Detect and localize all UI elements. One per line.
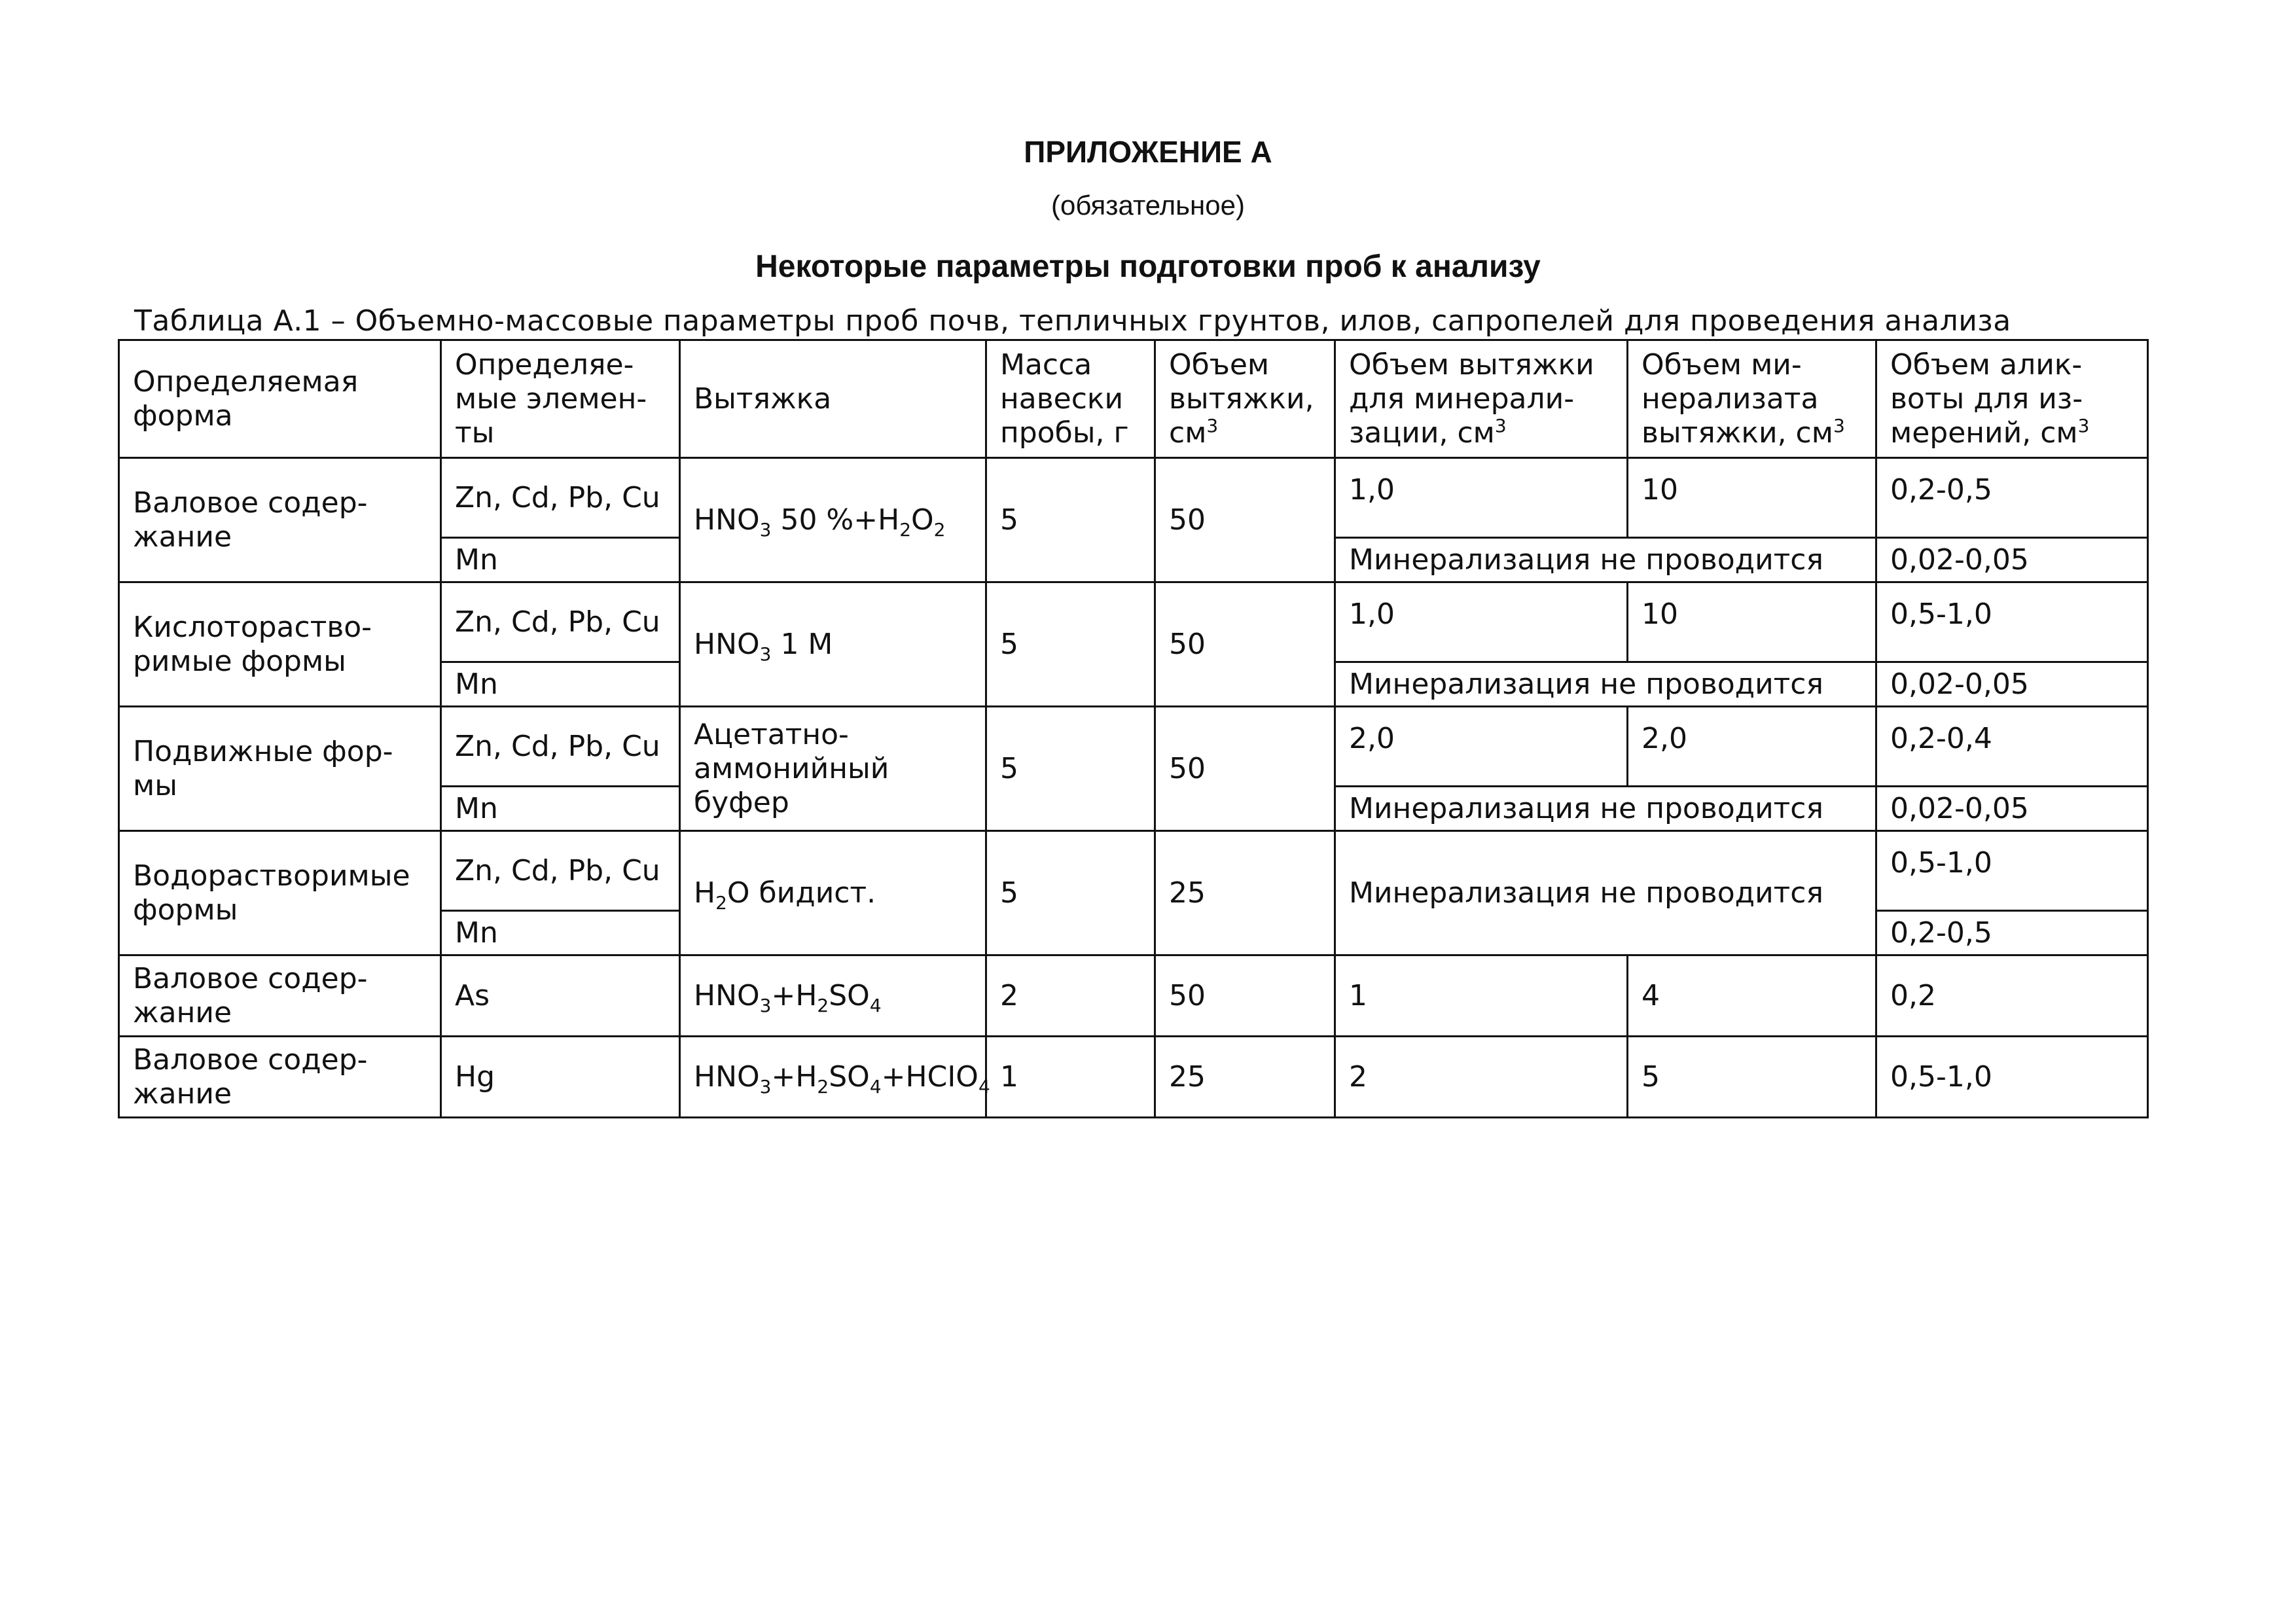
mass-cell: 5 (986, 831, 1155, 955)
header-mineral-volume-sup: 3 (1494, 414, 1507, 437)
extract-cell: Ацетатно-аммонийный буфер (680, 707, 986, 831)
mineralization-note-cell: Минерализация не проводится (1335, 831, 1876, 955)
header-mineral-volume-text: Объем вытяжки для минерали-зации, см (1349, 348, 1594, 450)
header-elements: Определяе-мые элемен-ты (441, 340, 680, 458)
aliquot-cell-mn: 0,02-0,05 (1876, 787, 2148, 831)
aliquot-cell: 0,2 (1876, 955, 2148, 1037)
elements-cell: Zn, Cd, Pb, Cu (441, 707, 680, 787)
formula-subscript: 3 (759, 1075, 772, 1097)
extract-volume-cell: 50 (1155, 582, 1335, 707)
formula-text: H (694, 876, 716, 910)
header-extract: Вытяжка (680, 340, 986, 458)
formula-text: HNO (694, 503, 760, 537)
elements-cell-mn: Mn (441, 911, 680, 955)
aliquot-cell: 0,2-0,4 (1876, 707, 2148, 787)
aliquot-cell-mn: 0,2-0,5 (1876, 911, 2148, 955)
header-extract-volume (1155, 340, 1335, 458)
extract-cell (680, 1037, 990, 1118)
header-mass: Масса навески пробы, г (986, 340, 1155, 458)
formula-subscript: 4 (869, 994, 882, 1016)
form-cell: Водорастворимые формы (119, 831, 441, 955)
formula-subscript: 2 (933, 518, 946, 541)
formula-text: SO (829, 978, 870, 1012)
mineralizate-volume-cell: 2,0 (1628, 707, 1876, 787)
mineral-volume-cell: 2,0 (1335, 707, 1628, 787)
extract-cell (680, 955, 986, 1037)
header-mineralizate-volume (1628, 340, 1876, 458)
formula-text: HNO (694, 1060, 760, 1094)
formula-subscript: 2 (715, 891, 727, 914)
mineralizate-volume-cell: 10 (1628, 458, 1876, 538)
table-row (119, 955, 2148, 1037)
header-mineralizate-volume-sup: 3 (1833, 414, 1845, 437)
elements-cell: As (441, 955, 680, 1037)
mineral-volume-cell: 1 (1335, 955, 1628, 1037)
formula-text: +H (771, 1060, 817, 1094)
formula-subscript: 2 (817, 1075, 829, 1097)
extract-cell (680, 458, 986, 582)
form-cell: Кислотораство-римые формы (119, 582, 441, 707)
section-title: Некоторые параметры подготовки проб к анализу (755, 249, 1541, 284)
elements-cell: Hg (441, 1037, 680, 1118)
mineral-volume-cell: 1,0 (1335, 582, 1628, 662)
mass-cell: 1 (986, 1037, 1155, 1118)
mineralization-note-cell: Минерализация не проводится (1335, 538, 1876, 582)
table-row (119, 831, 2148, 911)
extract-volume-cell: 50 (1155, 707, 1335, 831)
extract-volume-cell: 25 (1155, 1037, 1335, 1118)
extract-cell (680, 582, 986, 707)
formula-text: +H (771, 978, 817, 1012)
formula-text: +HCIO (881, 1060, 978, 1094)
elements-cell-mn: Mn (441, 538, 680, 582)
table-row (119, 707, 2148, 787)
extract-volume-cell: 25 (1155, 831, 1335, 955)
form-cell: Подвижные фор-мы (119, 707, 441, 831)
formula-subscript: 3 (759, 518, 772, 541)
formula-text: O (911, 503, 934, 537)
aliquot-cell-mn: 0,02-0,05 (1876, 538, 2148, 582)
header-aliquot-volume-sup: 3 (2077, 414, 2090, 437)
header-aliquot-volume-text: Объем алик-воты для из-мерений, см (1890, 348, 2083, 450)
elements-cell: Zn, Cd, Pb, Cu (441, 831, 680, 911)
mass-cell: 5 (986, 707, 1155, 831)
elements-cell: Zn, Cd, Pb, Cu (441, 582, 680, 662)
formula-subscript: 2 (899, 518, 912, 541)
mineralization-note-cell: Минерализация не проводится (1335, 787, 1876, 831)
elements-cell-mn: Mn (441, 787, 680, 831)
header-extract-volume-sup: 3 (1206, 414, 1219, 437)
mass-cell: 5 (986, 582, 1155, 707)
mass-cell: 2 (986, 955, 1155, 1037)
formula-text: O бидист. (726, 876, 876, 910)
extract-volume-cell: 50 (1155, 458, 1335, 582)
extract-volume-cell: 50 (1155, 955, 1335, 1037)
formula-text: 1 М (771, 627, 833, 661)
mineral-volume-cell: 2 (1335, 1037, 1628, 1118)
formula-subscript: 3 (759, 643, 772, 665)
mineralizate-volume-cell: 4 (1628, 955, 1876, 1037)
header-form: Определяемая форма (119, 340, 441, 458)
aliquot-cell-mn: 0,02-0,05 (1876, 662, 2148, 707)
form-cell: Валовое содер-жание (119, 955, 441, 1037)
formula-subscript: 4 (978, 1075, 990, 1097)
elements-cell: Zn, Cd, Pb, Cu (441, 458, 680, 538)
header-aliquot-volume (1876, 340, 2148, 458)
mineralizate-volume-cell: 10 (1628, 582, 1876, 662)
form-cell: Валовое содер-жание (119, 1037, 441, 1118)
aliquot-cell: 0,5-1,0 (1876, 1037, 2148, 1118)
header-row (119, 340, 2148, 458)
aliquot-cell: 0,5-1,0 (1876, 831, 2148, 911)
parameters-table (118, 339, 2149, 1118)
formula-text: HNO (694, 978, 760, 1012)
header-mineralizate-volume-text: Объем ми-нерализата вытяжки, см (1641, 348, 1833, 450)
formula-text: HNO (694, 627, 760, 661)
appendix-title: ПРИЛОЖЕНИЕ А (1024, 135, 1272, 169)
header-extract-volume-text: Объем вытяжки, см (1169, 348, 1314, 450)
table-row (119, 582, 2148, 662)
formula-text: 50 %+H (771, 503, 900, 537)
form-cell: Валовое содер-жание (119, 458, 441, 582)
mineralization-note-cell: Минерализация не проводится (1335, 662, 1876, 707)
mass-cell: 5 (986, 458, 1155, 582)
table-row (119, 458, 2148, 538)
table-caption: Таблица А.1 – Объемно-массовые параметры проб почв, тепличных грунтов, илов, сапропелей для проведения анализа (134, 304, 2011, 338)
aliquot-cell: 0,2-0,5 (1876, 458, 2148, 538)
mineralizate-volume-cell: 5 (1628, 1037, 1876, 1118)
extract-cell (680, 831, 986, 955)
appendix-status: (обязательное) (1051, 190, 1245, 221)
formula-subscript: 3 (759, 994, 772, 1016)
header-mineral-volume (1335, 340, 1628, 458)
mineral-volume-cell: 1,0 (1335, 458, 1628, 538)
formula-subscript: 2 (817, 994, 829, 1016)
formula-subscript: 4 (869, 1075, 882, 1097)
elements-cell-mn: Mn (441, 662, 680, 707)
formula-text: SO (829, 1060, 870, 1094)
aliquot-cell: 0,5-1,0 (1876, 582, 2148, 662)
table-row (119, 1037, 2148, 1118)
